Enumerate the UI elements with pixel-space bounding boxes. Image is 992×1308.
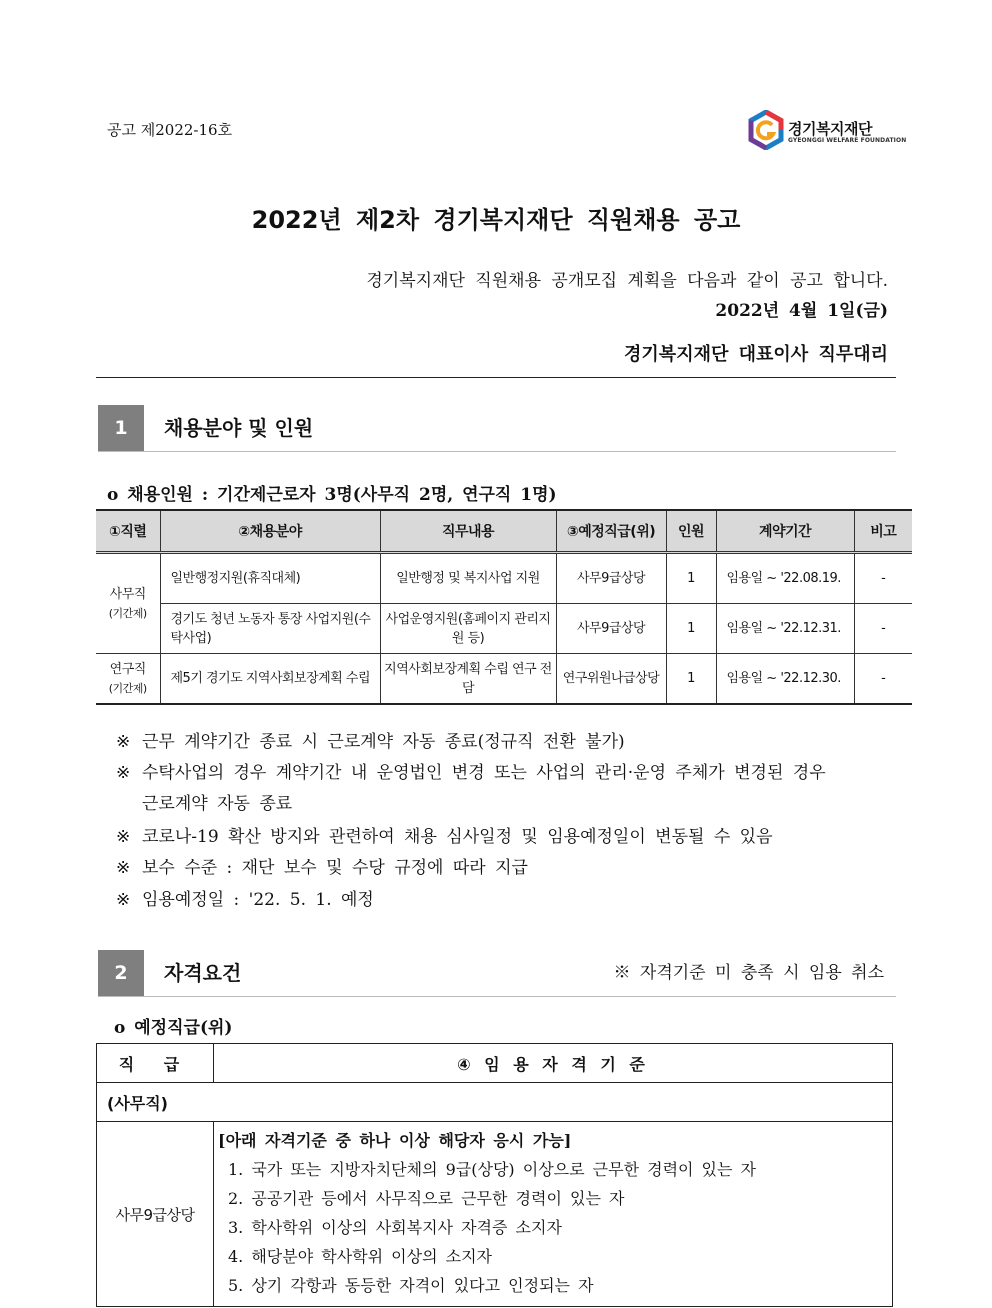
- notice-number: 공고 제2022-16호: [107, 121, 233, 139]
- count-cell: 1: [666, 604, 716, 654]
- notice-item: ※ 근무 계약기간 종료 시 근로계약 자동 종료(정규직 전환 불가): [116, 732, 625, 752]
- criteria-item: 5. 상기 각항과 동등한 자격이 있다고 인정되는 자: [228, 1276, 594, 1295]
- logo-english-name: GYEONGGI WELFARE FOUNDATION: [788, 137, 907, 144]
- table-header-row: [96, 510, 912, 553]
- table-row: [96, 604, 912, 654]
- table-group-row: [97, 1083, 893, 1122]
- notice-item: ※ 보수 수준 : 재단 보수 및 수당 규정에 따라 지급: [116, 858, 528, 878]
- criteria-item: 3. 학사학위 이상의 사회복지사 자격증 소지자: [228, 1218, 562, 1237]
- grade-bullet: o 예정직급(위): [114, 1018, 233, 1038]
- group-label: (사무직): [97, 1083, 893, 1122]
- count-cell: 1: [666, 654, 716, 705]
- note-cell: -: [854, 604, 912, 654]
- column-header: 인원: [666, 510, 716, 553]
- recruitment-count: o 채용인원 : 기간제근로자 3명(사무직 2명, 연구직 1명): [107, 485, 557, 505]
- section-title: 자격요건: [164, 961, 242, 985]
- column-header: ③예정직급(위): [556, 510, 666, 553]
- section-2-header: [98, 950, 896, 997]
- column-header: 직 급: [97, 1044, 214, 1083]
- field-cell: 경기도 청년 노동자 통장 사업지원(수탁사업): [160, 604, 380, 654]
- table-row: [97, 1122, 893, 1307]
- column-header: ①직렬: [96, 510, 160, 553]
- grade-cell: 사무9급상당: [556, 553, 666, 604]
- signer: 경기복지재단 대표이사 직무대리: [624, 344, 888, 365]
- note-cell: -: [854, 553, 912, 604]
- column-header: 직무내용: [380, 510, 556, 553]
- announcement-date: 2022년 4월 1일(금): [715, 301, 888, 321]
- job-group-cell: [96, 654, 160, 705]
- note-mark: ※: [116, 763, 131, 783]
- table-row: [96, 654, 912, 705]
- criteria-heading: [아래 자격기준 중 하나 이상 해당자 응시 가능]: [218, 1131, 572, 1150]
- notice-item-continued: 근로계약 자동 종료: [142, 794, 293, 814]
- job-group-cell: [96, 553, 160, 654]
- column-header: 비고: [854, 510, 912, 553]
- count-cell: 1: [666, 553, 716, 604]
- criteria-item: 4. 해당분야 학사학위 이상의 소지자: [228, 1247, 492, 1266]
- grade-cell: 사무9급상당: [97, 1122, 214, 1307]
- job-group-name: 연구직: [109, 661, 146, 677]
- qualification-warning: ※ 자격기준 미 충족 시 임용 취소: [613, 963, 884, 983]
- column-header: 계약기간: [716, 510, 854, 553]
- note-mark: ※: [116, 858, 131, 878]
- field-cell: 일반행정지원(휴직대체): [160, 553, 380, 604]
- column-header: ②채용분야: [160, 510, 380, 553]
- period-cell: 임용일 ~ '22.12.31.: [716, 604, 854, 654]
- note-mark: ※: [116, 732, 131, 752]
- note-mark: ※: [116, 827, 131, 847]
- section-title: 채용분야 및 인원: [164, 416, 314, 440]
- section-number: 1: [98, 405, 144, 451]
- logo-name: 경기복지재단: [788, 120, 872, 138]
- grade-cell: 연구위원나급상당: [556, 654, 666, 705]
- note-mark: ※: [116, 890, 131, 910]
- duty-cell: 지역사회보장계획 수립 연구 전담: [380, 654, 556, 705]
- notice-item: ※ 코로나-19 확산 방지와 관련하여 채용 심사일정 및 임용예정일이 변동될 수 있음: [116, 827, 773, 847]
- job-group-type: (기간제): [108, 681, 147, 695]
- criteria-cell: [214, 1122, 893, 1307]
- section-number: 2: [98, 950, 144, 996]
- table-row: [96, 553, 912, 604]
- column-header: ④ 임 용 자 격 기 준: [214, 1044, 893, 1083]
- duty-cell: 일반행정 및 복지사업 지원: [380, 553, 556, 604]
- section-1-header: [98, 405, 896, 452]
- qualification-table: [96, 1043, 893, 1307]
- period-cell: 임용일 ~ '22.12.30.: [716, 654, 854, 705]
- duty-cell: 사업운영지원(홈페이지 관리지원 등): [380, 604, 556, 654]
- intro-text: 경기복지재단 직원채용 공개모집 계획을 다음과 같이 공고 합니다.: [366, 271, 888, 291]
- criteria-item: 1. 국가 또는 지방자치단체의 9급(상당) 이상으로 근무한 경력이 있는 자: [228, 1160, 757, 1179]
- period-cell: 임용일 ~ '22.08.19.: [716, 553, 854, 604]
- job-group-type: (기간제): [108, 606, 147, 620]
- grade-cell: 사무9급상당: [556, 604, 666, 654]
- recruitment-table: [96, 509, 912, 705]
- notice-item: ※ 임용예정일 : '22. 5. 1. 예정: [116, 890, 374, 910]
- note-cell: -: [854, 654, 912, 705]
- criteria-item: 2. 공공기관 등에서 사무직으로 근무한 경력이 있는 자: [228, 1189, 625, 1208]
- foundation-logo: [748, 110, 907, 154]
- table-header-row: [97, 1044, 893, 1083]
- notice-item: ※ 수탁사업의 경우 계약기간 내 운영법인 변경 또는 사업의 관리·운영 주체가 변경된 경우: [116, 763, 826, 783]
- divider: [96, 377, 896, 378]
- job-group-name: 사무직: [109, 586, 146, 602]
- field-cell: 제5기 경기도 지역사회보장계획 수립: [160, 654, 380, 705]
- page-title: 2022년 제2차 경기복지재단 직원채용 공고: [251, 206, 741, 234]
- foundation-logo-icon: [748, 110, 784, 150]
